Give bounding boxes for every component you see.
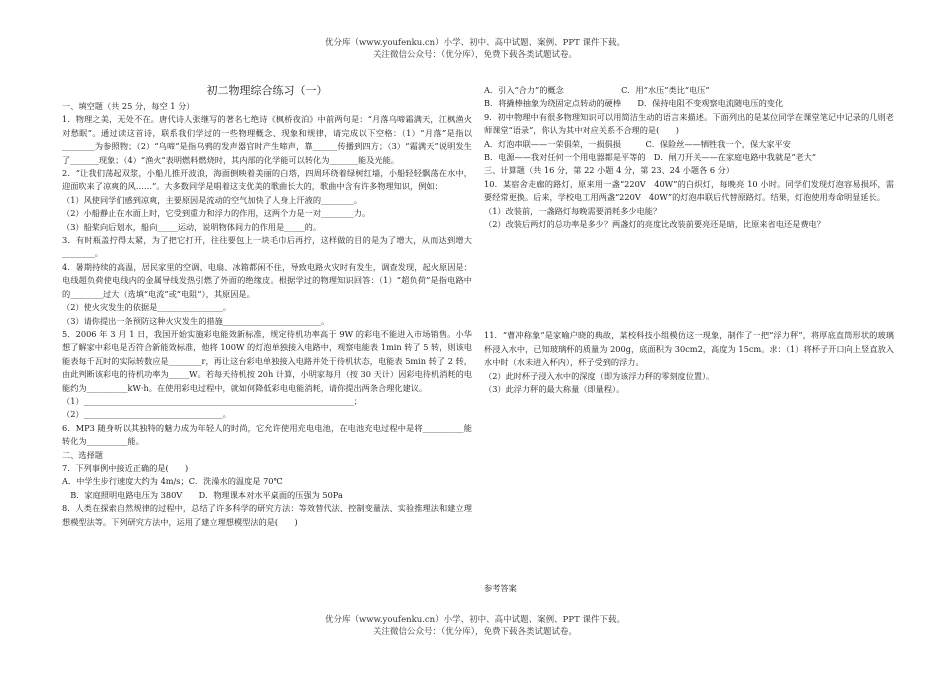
question-10-part-1: （1）改装前，一盏路灯每晚需要消耗多少电能？ xyxy=(484,205,662,216)
answer-space xyxy=(484,231,894,329)
question-7-options-b: B．家庭照明电路电压为 380V D．物理课本对水平桌面的压强为 50Pa xyxy=(62,489,343,500)
question-8: 8．人类在探索自然规律的过程中，总结了许多科学的研究方法：等效替代法、控制变量法、实验推理法和建立理想模型法等。下列研究方法中，运用了建立理想模型法的是( ) xyxy=(62,503,472,527)
header-line-1: 优分库（www.youfenku.cn）小学、初中、高中试题、案例、PPT 课件下载。 xyxy=(325,38,625,48)
question-2: 2．“让我们荡起双浆，小船儿推开波浪，海面倒映着美丽的白塔，四周环绕着绿树红墙，小船轻轻飘荡在水中，迎面吹来了凉爽的风……”。大多数同学是唱着这支优美的歌曲长大的，歌曲中含有许多物理知识，例如： xyxy=(62,168,472,192)
footer-line-2: 关注微信公众号：（优分库），免费下载各类试题试卷。 xyxy=(372,627,577,637)
question-3: 3．有时瓶盖拧得太紧，为了把它打开，往往要包上一块毛巾后再拧，这样做的目的是为了增大，从而达到增大________。 xyxy=(62,235,472,259)
question-7: 7．下列事例中接近正确的是( ) xyxy=(62,462,189,473)
question-11-part-2: （2）此时杯子浸入水中的深度（即为该浮力秤的零刻度位置）。 xyxy=(484,370,715,381)
question-1: 1．物理之美，无处不在。唐代诗人张继写的著名七绝诗《枫桥夜泊》中前两句是：“月落乌啼霜满天，江枫渔火对愁眠”。通过读这首诗，联系我们学过的一些物理概念、现象和规律，请完成以下空格：（1）“月落”是指以________为参照物；（2）“乌啼”是指乌鸦的发声器官时产生啼声，靠______传播到四方；（3）“霜满天”说明发生了_______现象；（4）“渔火”表明燃料燃烧时，其内部的化学能可以转化为_______能及光能。 xyxy=(62,114,472,165)
section-fill-blank: 一、填空题（共 25 分，每空 1 分） xyxy=(62,101,195,111)
question-8-options-b: B．将撬棒抽象为绕固定点转动的硬棒 D．保持电阻不变观察电流随电压的变化 xyxy=(484,98,784,109)
question-5-suggestion-2: （2）__________________________________。 xyxy=(62,409,231,420)
question-7-options-a: A．中学生步行速度大约为 4m/s；C．洗澡水的温度是 70℃ xyxy=(62,476,283,487)
question-11: 11．“曹冲称象”是家喻户晓的典故，某校科技小组模仿这一现象，制作了一把“浮力秤”，将厚底直筒形状的玻璃杯浸入水中，已知玻璃杯的质量为 200g，底面积为 30cm2，高度为 15cm。求：（1）将杯子开口向上竖直放入水中时（水未进入杯内），杯子受到的浮力。 xyxy=(484,330,894,368)
left-column xyxy=(62,84,472,529)
section-choice: 二、选择题 xyxy=(62,449,103,460)
question-4-part-3: （3）请你提出一条预防这种火灾发生的措施________________________。 xyxy=(62,315,330,326)
question-10-part-2: （2）改装后两灯的总功率是多少？两盏灯的亮度比改装前要亮还是暗，比原来省电还是费电？ xyxy=(484,219,825,230)
question-2-part-1: （1）风使同学们感到凉爽，主要原因是流动的空气加快了人身上汗液的________。 xyxy=(62,194,362,205)
question-4-part-2: （2）使火灾发生的依据是________________。 xyxy=(62,302,231,313)
right-column xyxy=(484,84,894,397)
question-2-part-3: （3）船桨向后划水，船向_____运动，说明物体间力的作用是_____的。 xyxy=(62,221,322,232)
question-9: 9．初中物理中有很多物理知识可以用简洁生动的语言来描述。下面列出的是某位同学在课堂笔记中记录的几则老师课堂“语录”，你认为其中对应关系不合理的是( ) xyxy=(484,111,894,136)
footer-line-1: 优分库（www.youfenku.cn）小学、初中、高中试题、案例、PPT 课件下载。 xyxy=(325,615,625,625)
question-2-part-2: （2）小船静止在水面上时，它受到重力和浮力的作用，这两个力是一对________力。 xyxy=(62,208,371,219)
question-6: 6．MP3 随身听以其独特的魅力成为年轻人的时尚，它允许使用充电电池，在电池充电过程中是将__________能转化为__________能。 xyxy=(62,422,472,447)
page-header xyxy=(0,37,950,61)
answer-key-heading: 参考答案 xyxy=(484,583,517,593)
question-5-suggestion-1: （1）__________________________________________________________________； xyxy=(62,395,362,406)
question-8-options-a: A．引入“合力”的概念 C．用“水压”类比“电压” xyxy=(484,85,710,95)
section-calculation: 三、计算题（共 16 分，第 22 小题 4 分，第 23、24 小题各 6 分） xyxy=(484,165,735,176)
question-9-options-b: B．电源——我对任何一个用电器都是平等的 D．闸刀开关——在家庭电路中我就是“老大” xyxy=(484,152,817,163)
question-9-options-a: A．灯泡串联——一荣俱荣，一损俱损 C．保险丝——牺牲我一个，保大家平安 xyxy=(484,138,791,149)
question-5: 5．2006 年 3 月 1 日，我国开始实施彩电能效新标准，规定待机功率高于 9W 的彩电不能进入市场销售。小华想了解家中彩电是否符合新能效标准，他将 100W 的灯泡单独接入电路中，观察电能表 1min 转了 5 转，则该电能表每千瓦时的实际转数应是________r，再让这台彩电单独接入电路并处于待机状态，电能表 5min 转了 2 转，由此判断该彩电的待机功率为_____W。若每天待机按 20h 计算，小明家每月（按 30 天计）因彩电待机消耗的电能约为__________kW·h。在使用彩电过程中，就如何降低彩电电能消耗，请你提出两条合理化建议。 xyxy=(62,328,472,393)
header-line-2: 关注微信公众号：（优分库），免费下载各类试题试卷。 xyxy=(372,50,577,60)
page-title: 初二物理综合练习（一） xyxy=(206,84,328,97)
question-10: 10．某宿舍走廊的路灯，原来用一盏“220V 40W”的白炽灯，每晚亮 10 小时。同学们发现灯泡容易损坏，需要经常更换。后来，学校电工用两盏“220V 40W”的灯泡串联后代替原路灯。结果，灯泡使用寿命明显延长。 xyxy=(484,178,894,203)
question-4: 4．暑期持续的高温，居民家里的空调、电扇、冰箱都闲不住，导致电路火灾时有发生，调查发现，起火原因是：电线超负荷使电线内的金属导线发热引燃了外面的绝缘皮。根据学过的物理知识回答：（1）“超负荷”是指电路中的________过大（选填“电流”或“电阻”），其原因是。 xyxy=(62,261,472,299)
page-footer xyxy=(0,614,950,638)
question-11-part-3: （3）此浮力秤的最大称量（即量程）。 xyxy=(484,384,625,395)
